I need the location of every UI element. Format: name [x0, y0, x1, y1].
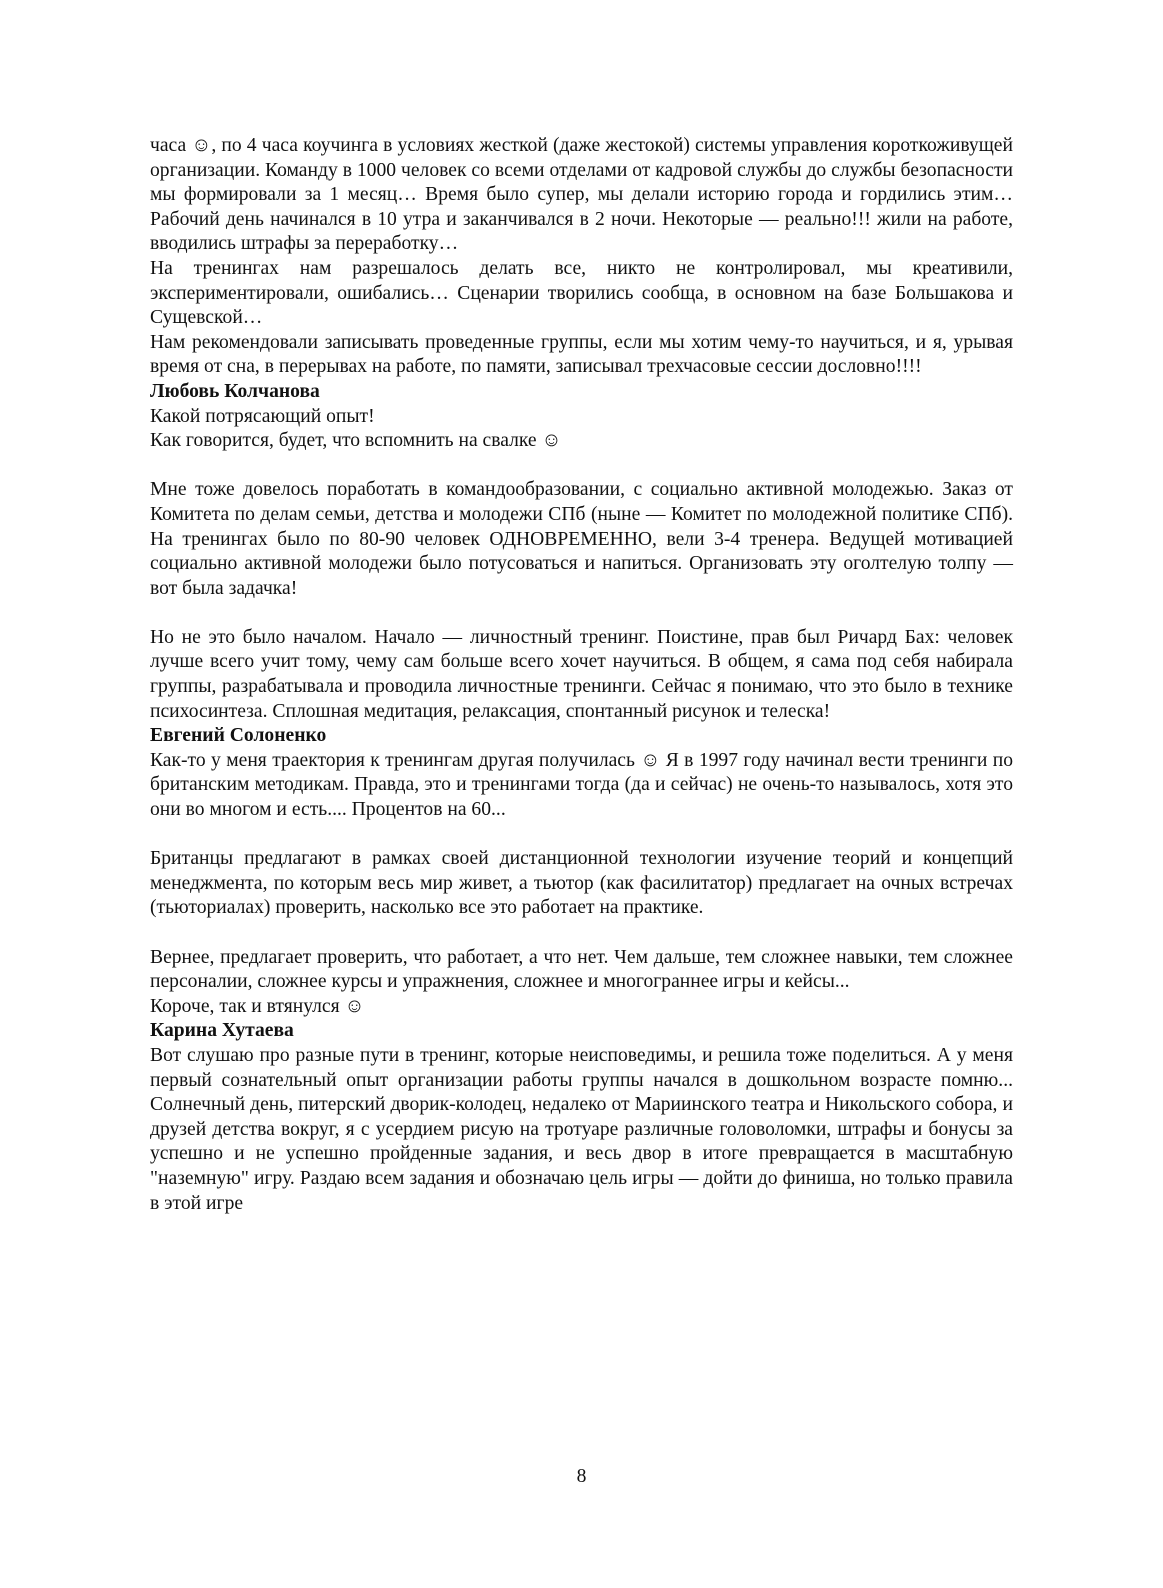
paragraph: часа ☺, по 4 часа коучинга в условиях жесткой (даже жестокой) системы управления короткоживущей организации. Команду в 1000 человек со всеми отделами от кадровой службы до службы безопасности мы формировали за 1 месяц… Время было супер, мы делали историю города и гордились этим… Рабочий день начинался в 10 утра и заканчивался в 2 ночи. Некоторые — реально!!! жили на работе, вводились штрафы за переработку… [150, 135, 1013, 255]
author-name: Карина Хутаева [150, 1020, 294, 1042]
paragraph: Как говорится, будет, что вспомнить на свалке ☺ [150, 430, 562, 452]
document-page [150, 134, 1013, 1216]
paragraph: Мне тоже довелось поработать в командообразовании, с социально активной молодежью. Заказ от Комитета по делам семьи, детства и молодежи СПб (ныне — Комитет по молодежной политике СПб). На тренингах было по 80-90 человек ОДНОВРЕМЕННО, вели 3-4 тренера. Ведущей мотивацией социально активной молодежи было потусоваться и напиться. Организовать эту оголтелую толпу — вот была задачка! [150, 479, 1013, 599]
paragraph: Но не это было началом. Начало — личностный тренинг. Поистине, прав был Ричард Бах: человек лучше всего учит тому, чему сам больше всего хочет научиться. В общем, я сама под себя набирала группы, разрабатывала и проводила личностные тренинги. Сейчас я понимаю, что это было в технике психосинтеза. Сплошная медитация, релаксация, спонтанный рисунок и телеска! [150, 626, 1013, 722]
author-name: Евгений Солоненко [150, 725, 327, 747]
paragraph: Нам рекомендовали записывать проведенные группы, если мы хотим чему-то научиться, и я, урывая время от сна, в перерывах на работе, по памяти, записывал трехчасовые сессии дословно!!!! [150, 331, 1013, 378]
paragraph: Вернее, предлагает проверить, что работает, а что нет. Чем дальше, тем сложнее навыки, тем сложнее персоналии, сложнее курсы и упражнения, сложнее и многограннее игры и кейсы... [150, 946, 1013, 993]
paragraph: Британцы предлагают в рамках своей дистанционной технологии изучение теорий и концепций менеджмента, по которым весь мир живет, а тьютор (как фасилитатор) предлагает на очных встречах (тьюториалах) проверить, насколько все это работает на практике. [150, 848, 1013, 919]
author-name: Любовь Колчанова [150, 380, 320, 402]
paragraph: Вот слушаю про разные пути в тренинг, которые неисповедимы, и решила тоже поделиться. А у меня первый сознательный опыт организации работы группы начался в дошкольном возрасте помню... Солнечный день, питерский дворик-колодец, недалеко от Мариинского театра и Никольского собора, и друзей детства вокруг, я с усердием рисую на тротуаре различные головоломки, штрафы и бонусы за успешно и не успешно пройденные задания, и весь двор в итоге превращается в масштабную "наземную" игру. Раздаю всем задания и обозначаю цель игры — дойти до финиша, но только правила в этой игре [150, 1044, 1013, 1214]
paragraph: Какой потрясающий опыт! [150, 405, 375, 427]
paragraph: На тренингах нам разрешалось делать все, никто не контролировал, мы креативили, экспериментировали, ошибались… Сценарии творились сообща, в основном на базе Большакова и Сущевской… [150, 257, 1013, 329]
paragraph: Как-то у меня траектория к тренингам другая получилась ☺ Я в 1997 году начинал вести тренинги по британским методикам. Правда, это и тренингами тогда (да и сейчас) не очень-то называлось, хотя это они во многом и есть.... Процентов на 60... [150, 749, 1013, 821]
page-number: 8 [576, 1466, 587, 1487]
paragraph: Короче, так и втянулся ☺ [150, 995, 365, 1017]
